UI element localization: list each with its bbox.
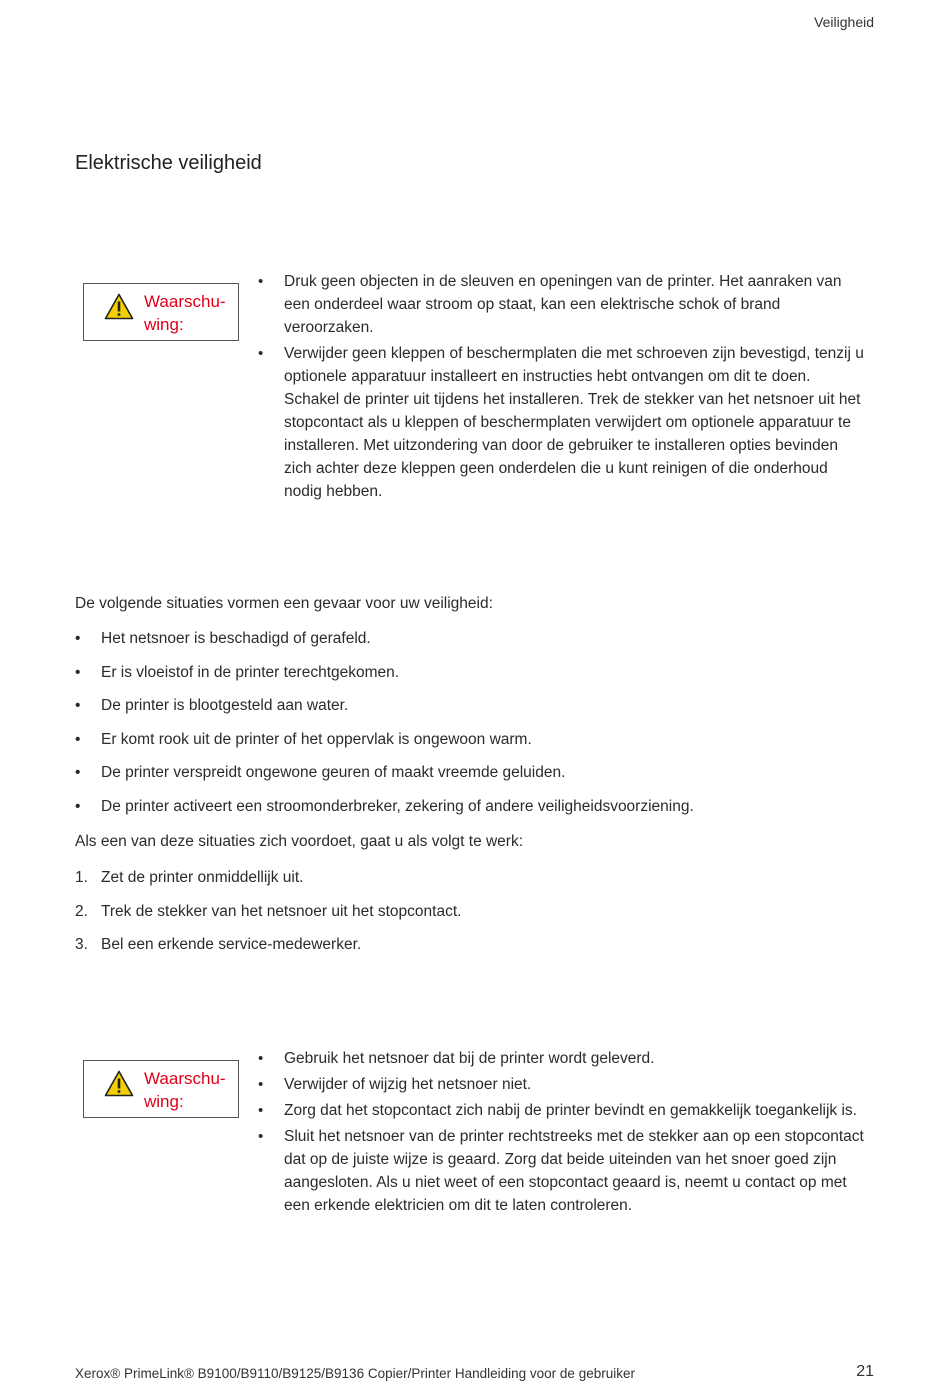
list-item: • Zorg dat het stopcontact zich nabij de printer bevindt en gemakkelijk toegankelijk is. <box>258 1099 868 1122</box>
section-title: Elektrische veiligheid <box>75 152 262 174</box>
number-marker: 1. <box>75 869 88 886</box>
hazards-intro: De volgende situaties vormen een gevaar voor uw veiligheid: <box>75 595 493 612</box>
list-item <box>75 694 875 728</box>
footer-text: Xerox® PrimeLink® B9100/B9110/B9125/B9136 Copier/Printer Handleiding voor de gebruiker <box>75 1366 635 1381</box>
list-item: • Druk geen objecten in de sleuven en openingen van de printer. Het aanraken van een onderdeel waar stroom op staat, kan een elektrische schok of brand veroorzaken. <box>258 270 868 339</box>
warning-label <box>144 1067 239 1113</box>
warning-box <box>83 1060 239 1118</box>
warning-box <box>83 283 239 341</box>
list-item-text: De printer is blootgesteld aan water. <box>101 697 349 715</box>
list-item-text: Er komt rook uit de printer of het oppervlak is ongewoon warm. <box>101 730 532 748</box>
hazards-list <box>75 627 875 829</box>
number-marker: 3. <box>75 936 88 954</box>
bullet-marker: • <box>75 663 81 681</box>
actions-list <box>75 866 875 967</box>
list-item <box>75 661 875 695</box>
warning-label-line2: wing: <box>144 315 184 334</box>
running-header: Veiligheid <box>814 14 874 30</box>
list-item-text: De printer verspreidt ongewone geuren of maakt vreemde geluiden. <box>101 764 566 782</box>
number-marker: 2. <box>75 902 88 920</box>
list-item <box>75 728 875 762</box>
warning-label <box>144 290 239 336</box>
warning-triangle-icon <box>104 293 134 320</box>
actions-intro: Als een van deze situaties zich voordoet, gaat u als volgt te werk: <box>75 833 524 850</box>
list-item: • Verwijder of wijzig het netsnoer niet. <box>258 1073 868 1096</box>
list-item <box>75 900 875 934</box>
warning-triangle-icon <box>104 1070 134 1097</box>
list-item <box>75 866 875 900</box>
list-item: • Gebruik het netsnoer dat bij de printer wordt geleverd. <box>258 1047 868 1070</box>
warning-list <box>258 270 868 506</box>
page-number: 21 <box>856 1363 874 1380</box>
warning-label-line1: Waarschu- <box>144 292 226 311</box>
list-item <box>75 933 875 967</box>
list-item <box>75 627 875 661</box>
list-item-text: Zet de printer onmiddellijk uit. <box>101 869 304 886</box>
warning-label-line1: Waarschu- <box>144 1069 226 1088</box>
list-item <box>75 795 875 829</box>
list-item-text: Het netsnoer is beschadigd of gerafeld. <box>101 630 371 647</box>
bullet-marker: • <box>75 730 81 748</box>
list-item: • Sluit het netsnoer van de printer rechtstreeks met de stekker aan op een stopcontact dat op de juiste wijze is geaard. Zorg dat beide uiteinden van het snoer goed zijn aangesloten. Als u niet weet of een stopcontact geaard is, neemt u contact op met een erkende elektricien om dit te laten controleren. <box>258 1125 868 1217</box>
list-item-text: Trek de stekker van het netsnoer uit het stopcontact. <box>101 902 462 920</box>
bullet-marker: • <box>75 697 81 715</box>
list-item-text: De printer activeert een stroomonderbreker, zekering of andere veiligheidsvoorziening. <box>101 797 694 815</box>
warning-list <box>258 1047 868 1220</box>
bullet-marker: • <box>75 797 81 815</box>
list-item: • Verwijder geen kleppen of beschermplaten die met schroeven zijn bevestigd, tenzij u optionele apparatuur installeert en instructies hebt ontvangen om dit te doen. Schakel de printer uit tijdens het installeren. Trek de stekker van het netsnoer uit het stopcontact als u kleppen of beschermplaten verwijdert om optionele apparatuur te installeren. Met uitzondering van door de gebruiker te installeren opties bevinden zich achter deze kleppen geen onderdelen die u kunt reinigen of die onderhoud nodig hebben. <box>258 342 868 503</box>
warning-label-line2: wing: <box>144 1092 184 1111</box>
list-item <box>75 761 875 795</box>
bullet-marker: • <box>75 764 81 782</box>
list-item-text: Er is vloeistof in de printer terechtgekomen. <box>101 663 400 681</box>
list-item-text: Bel een erkende service-medewerker. <box>101 936 362 954</box>
bullet-marker: • <box>75 630 81 647</box>
